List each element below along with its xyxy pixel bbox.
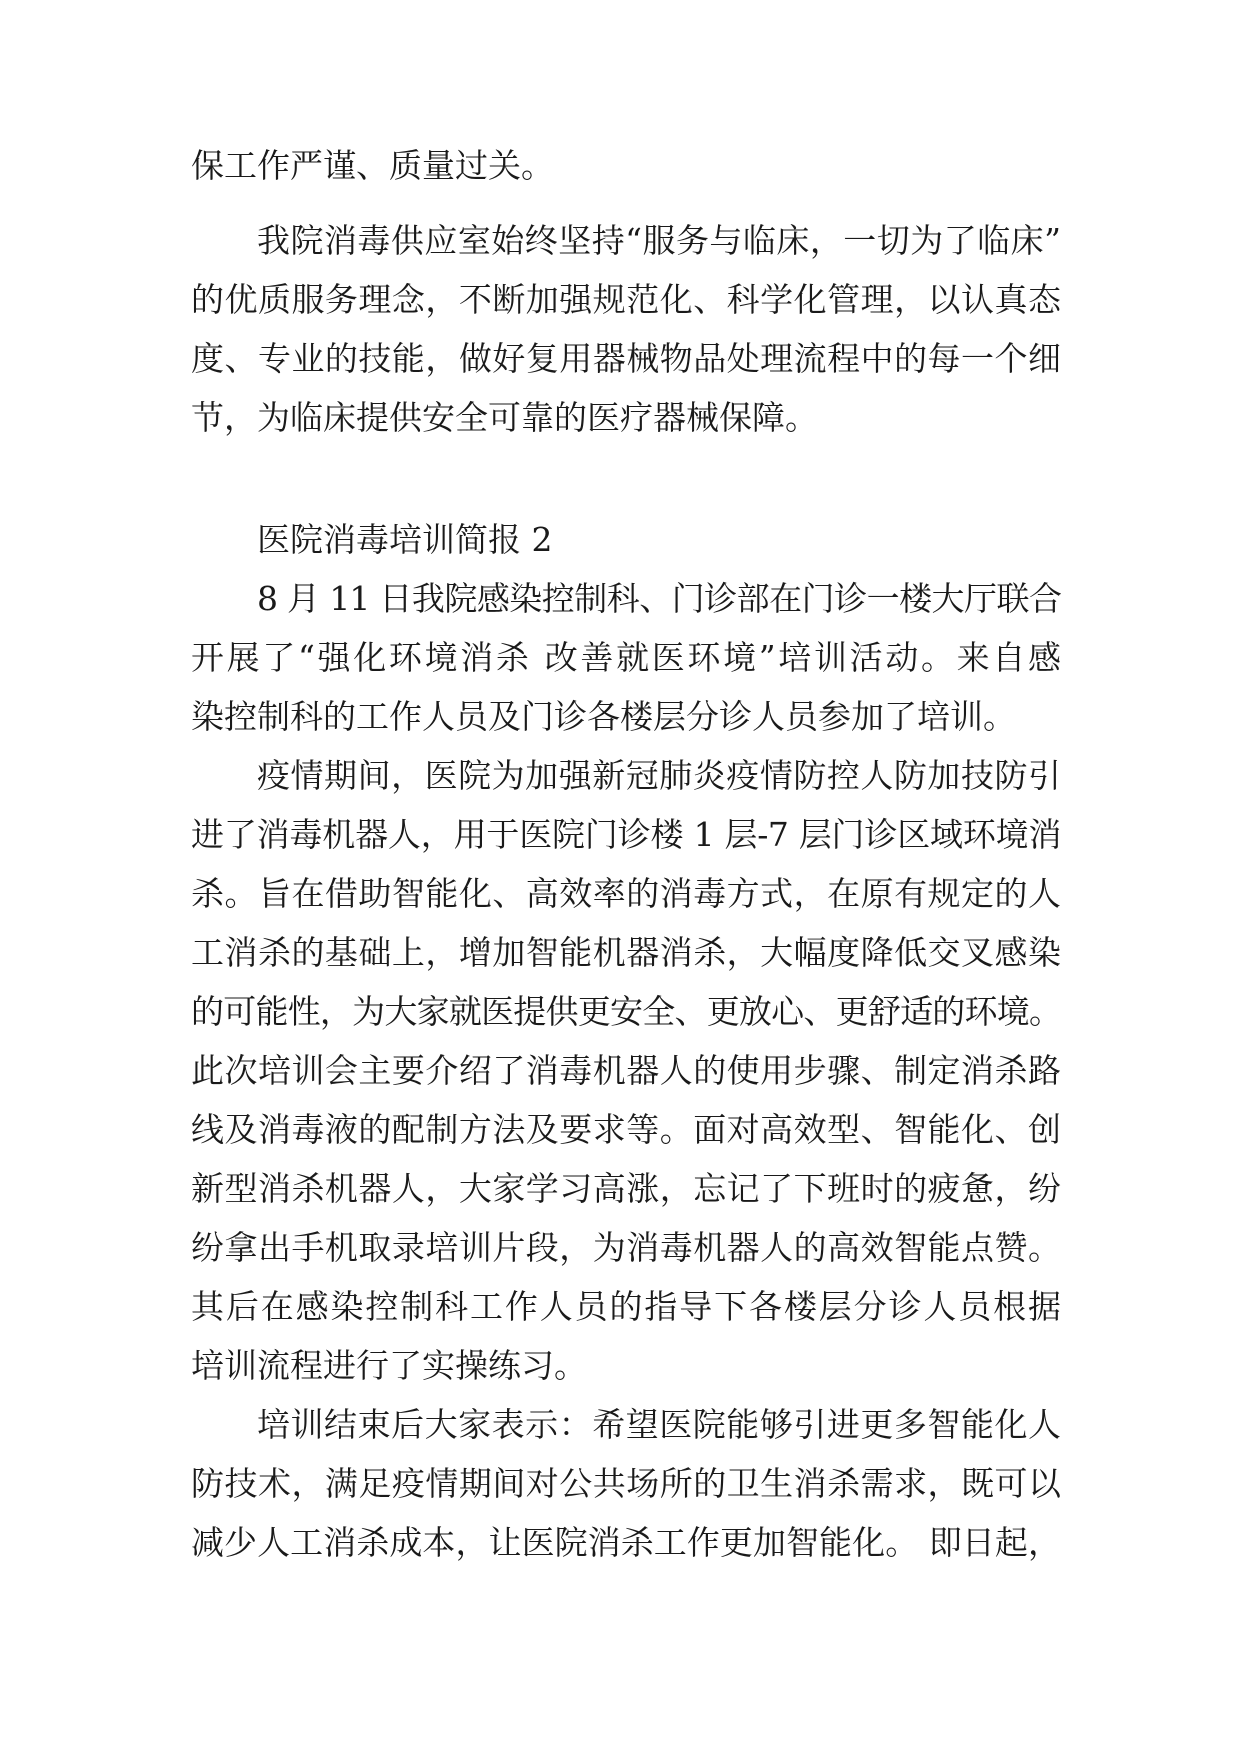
text-line: 减少人工消杀成本，让医院消杀工作更加智能化。 即日起， xyxy=(191,1523,1061,1562)
text-line: 保工作严谨、质量过关。 xyxy=(191,146,554,185)
text-line: 节，为临床提供安全可靠的医疗器械保障。 xyxy=(191,398,818,437)
text-line: 杀。旨在借助智能化、高效率的消毒方式，在原有规定的人 xyxy=(191,874,1061,913)
text-line: 8 月 11 日我院感染控制科、门诊部在门诊一楼大厅联合 xyxy=(257,579,1061,618)
text-line: 防技术，满足疫情期间对公共场所的卫生消杀需求，既可以 xyxy=(191,1464,1061,1503)
text-line: 培训流程进行了实操练习。 xyxy=(191,1346,587,1385)
text-line: 的优质服务理念，不断加强规范化、科学化管理，以认真态 xyxy=(191,280,1061,319)
text-line: 培训结束后大家表示：希望医院能够引进更多智能化人 xyxy=(257,1405,1061,1444)
text-line: 新型消杀机器人，大家学习高涨，忘记了下班时的疲惫，纷 xyxy=(191,1169,1061,1208)
text-line: 疫情期间，医院为加强新冠肺炎疫情防控人防加技防引 xyxy=(257,756,1061,795)
section-title: 医院消毒培训简报 2 xyxy=(257,520,553,559)
text-line: 的可能性，为大家就医提供更安全、更放心、更舒适的环境。 xyxy=(191,992,1061,1031)
text-line: 工消杀的基础上，增加智能机器消杀，大幅度降低交叉感染 xyxy=(191,933,1061,972)
text-line: 我院消毒供应室始终坚持“服务与临床，一切为了临床” xyxy=(257,221,1061,260)
text-line: 线及消毒液的配制方法及要求等。面对高效型、智能化、创 xyxy=(191,1110,1061,1149)
text-line: 开展了“强化环境消杀 改善就医环境”培训活动。来自感 xyxy=(191,638,1061,677)
text-line: 其后在感染控制科工作人员的指导下各楼层分诊人员根据 xyxy=(191,1287,1061,1326)
text-line: 度、专业的技能，做好复用器械物品处理流程中的每一个细 xyxy=(191,339,1061,378)
text-line: 纷拿出手机取录培训片段，为消毒机器人的高效智能点赞。 xyxy=(191,1228,1061,1267)
text-line: 此次培训会主要介绍了消毒机器人的使用步骤、制定消杀路 xyxy=(191,1051,1061,1090)
text-line: 染控制科的工作人员及门诊各楼层分诊人员参加了培训。 xyxy=(191,697,1016,736)
text-line: 进了消毒机器人，用于医院门诊楼 1 层-7 层门诊区域环境消 xyxy=(191,815,1061,854)
